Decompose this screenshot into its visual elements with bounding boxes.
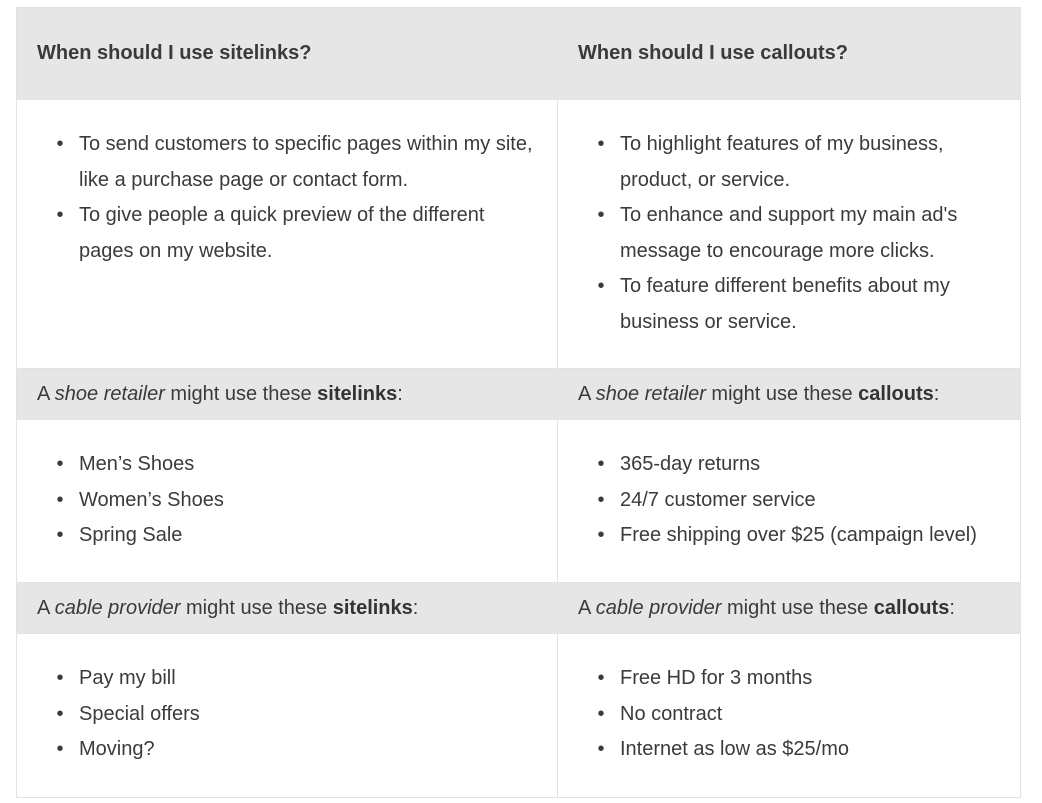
list-item: • To feature different benefits about my business or service. <box>620 269 990 340</box>
bullet-icon: • <box>56 204 64 226</box>
cable-heading-row <box>17 583 1021 634</box>
comparison-table <box>16 7 1021 798</box>
bullet-icon: • <box>597 488 605 511</box>
list-item: • Free HD for 3 months <box>620 661 1020 697</box>
shoe-examples-row <box>17 420 1021 583</box>
list-item: • Pay my bill <box>79 661 557 697</box>
list-item: • Internet as low as $25/mo <box>620 732 1020 768</box>
bullet-icon: • <box>597 133 605 155</box>
bullet-icon: • <box>597 667 605 689</box>
bullet-icon: • <box>597 702 605 725</box>
intro-row <box>17 100 1021 369</box>
bullet-icon: • <box>597 204 605 226</box>
list-item: • Moving? <box>79 732 557 768</box>
list-item: • No contract <box>620 697 1020 733</box>
bullet-icon: • <box>597 453 605 475</box>
bullet-icon: • <box>597 275 605 297</box>
header-callouts: When should I use callouts? <box>558 8 1021 100</box>
list-item: • Men’s Shoes <box>79 447 557 483</box>
bullet-icon: • <box>56 133 64 155</box>
bullet-icon: • <box>56 488 64 511</box>
bullet-icon: • <box>56 524 64 546</box>
cable-sitelinks-cell <box>17 634 558 798</box>
cable-callouts-list <box>558 634 1020 768</box>
list-item: • To highlight features of my business, product, or service. <box>620 127 990 198</box>
bullet-icon: • <box>597 524 605 546</box>
cable-callouts-heading: A cable provider might use these callouts: <box>558 583 1021 634</box>
intro-sitelinks-cell <box>17 100 558 369</box>
header-row <box>17 8 1021 100</box>
header-sitelinks: When should I use sitelinks? <box>17 8 558 100</box>
shoe-sitelinks-heading: A shoe retailer might use these sitelinks: <box>17 369 558 420</box>
shoe-callouts-heading: A shoe retailer might use these callouts: <box>558 369 1021 420</box>
list-item: • To enhance and support my main ad's message to encourage more clicks. <box>620 198 990 269</box>
list-item: • Spring Sale <box>79 518 557 554</box>
list-item: • To send customers to specific pages within my site, like a purchase page or contact form. <box>79 127 533 198</box>
list-item: • To give people a quick preview of the different pages on my website. <box>79 198 533 269</box>
shoe-sitelinks-list <box>17 420 557 554</box>
cable-sitelinks-list <box>17 634 557 768</box>
list-item: • Women’s Shoes <box>79 483 557 519</box>
bullet-icon: • <box>56 667 64 689</box>
bullet-icon: • <box>597 738 605 760</box>
shoe-callouts-cell <box>558 420 1021 583</box>
intro-callouts-list <box>558 100 1020 340</box>
cable-examples-row <box>17 634 1021 798</box>
shoe-heading-row <box>17 369 1021 420</box>
shoe-sitelinks-cell <box>17 420 558 583</box>
bullet-icon: • <box>56 738 64 760</box>
list-item: • 24/7 customer service <box>620 483 1020 519</box>
list-item: • 365-day returns <box>620 447 1020 483</box>
bullet-icon: • <box>56 702 64 725</box>
shoe-callouts-list <box>558 420 1020 554</box>
intro-sitelinks-list <box>17 100 557 269</box>
bullet-icon: • <box>56 453 64 475</box>
cable-callouts-cell <box>558 634 1021 798</box>
cable-sitelinks-heading: A cable provider might use these sitelinks: <box>17 583 558 634</box>
intro-callouts-cell <box>558 100 1021 369</box>
list-item: • Free shipping over $25 (campaign level) <box>620 518 1020 554</box>
list-item: • Special offers <box>79 697 557 733</box>
